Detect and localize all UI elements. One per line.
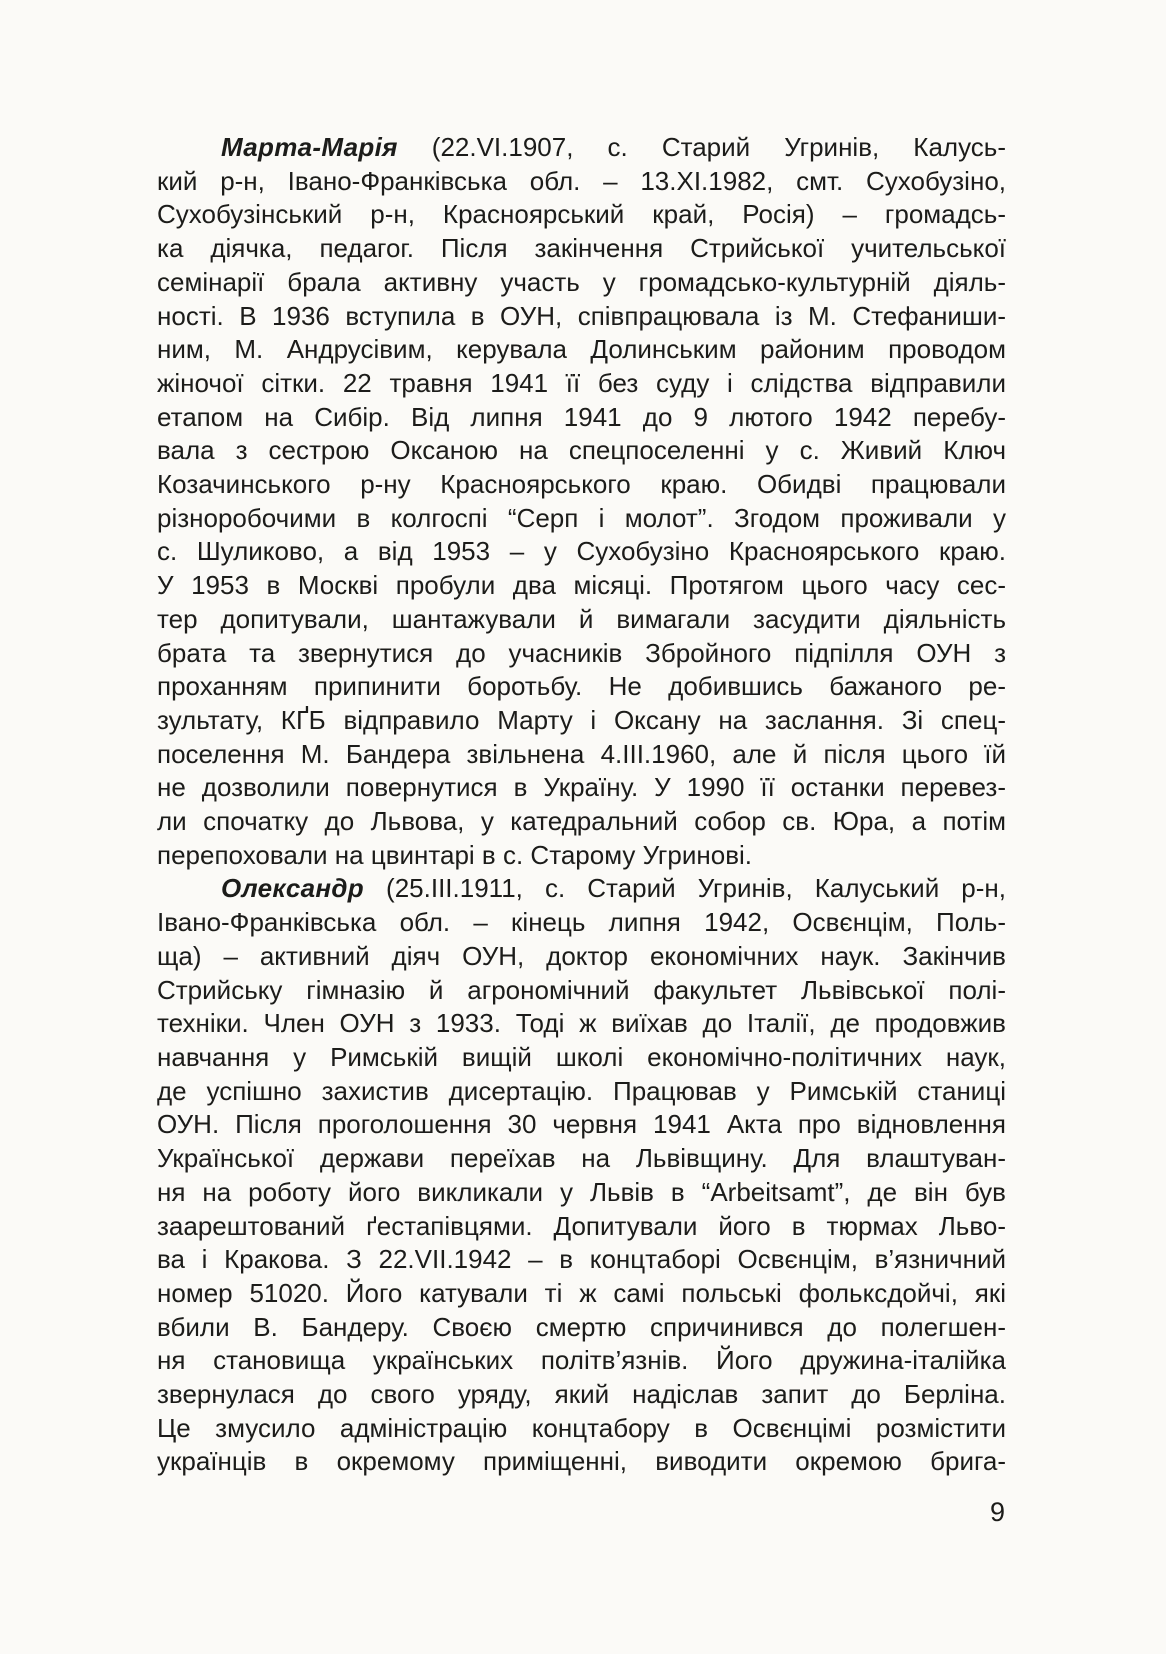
- text-line: жіночої сітки. 22 травня 1941 її без суду і слідства відправили: [157, 367, 1006, 398]
- text-line: ня на роботу його викликали у Львів в “Arbeitsamt”, де він був: [157, 1176, 1006, 1207]
- text-line: ним, М. Андрусівим, керувала Долинським районим проводом: [157, 334, 1006, 365]
- text-line: вбили В. Бандеру. Своєю смертю спричинився до полегшен-: [157, 1311, 1006, 1342]
- text-line: Івано-Франківська обл. – кінець липня 1942, Освєнцім, Поль-: [157, 907, 1006, 938]
- text-line: ли спочатку до Львова, у катедральний собор св. Юра, а потім: [157, 806, 1006, 837]
- text-line: різноробочими в колгоспі “Серп і молот”. Згодом проживали у: [157, 502, 1006, 533]
- text-line: ня становища українських політв’язнів. Його дружина-італійка: [157, 1345, 1006, 1376]
- text-line: брата та звернутися до учасників Збройного підпілля ОУН з: [157, 637, 1006, 668]
- text-line: Стрийську гімназію й агрономічний факультет Львівської полі-: [157, 974, 1006, 1005]
- text-line: кий р-н, Івано-Франківська обл. – 13.XI.1982, смт. Сухобузіно,: [157, 165, 1006, 196]
- entry-headword: Олександр: [221, 873, 364, 904]
- text-line: українців в окремому приміщенні, виводити окремою брига-: [157, 1446, 1006, 1477]
- text-line: с. Шуликово, а від 1953 – у Сухобузіно Красноярського краю.: [157, 536, 1006, 567]
- text-line: перепоховали на цвинтарі в с. Старому Угринові.: [157, 839, 753, 870]
- text-line: ва і Кракова. З 22.VII.1942 – в концтаборі Освєнцім, в’язничний: [157, 1244, 1006, 1275]
- text-line: Олександр (25.III.1911, с. Старий Угринів, Калуський р-н,: [221, 873, 1006, 904]
- text-line: звернулася до свого уряду, який надіслав запит до Берліна.: [157, 1379, 1006, 1410]
- text-line: навчання у Римській вищій школі економічно-політичних наук,: [157, 1041, 1006, 1072]
- text-line: вала з сестрою Оксаною на спецпоселенні у с. Живий Ключ: [157, 435, 1006, 466]
- text-line: техніки. Член ОУН з 1933. Тоді ж виїхав до Італії, де продовжив: [157, 1008, 1006, 1039]
- text-line: етапом на Сибір. Від липня 1941 до 9 лютого 1942 перебу-: [157, 401, 1006, 432]
- text-line: заарештований ґестапівцями. Допитували його в тюрмах Льво-: [157, 1210, 1006, 1241]
- text-line: семінарії брала активну участь у громадсько-культурній діяль-: [157, 266, 1006, 297]
- text-line: У 1953 в Москві пробули два місяці. Протягом цього часу сес-: [157, 570, 1006, 601]
- text-line: тер допитували, шантажували й вимагали засудити діяльність: [157, 603, 1006, 634]
- text-line: Сухобузінський р-н, Красноярський край, Росія) – громадсь-: [157, 199, 1006, 230]
- page-number: 9: [989, 1497, 1005, 1527]
- text-line: ка діячка, педагог. Після закінчення Стрийської учительської: [157, 233, 1006, 264]
- text-block: [157, 131, 1006, 1479]
- text-line: Марта-Марія (22.VI.1907, с. Старий Угринів, Калусь-: [221, 132, 1006, 162]
- text-line: зультату, КҐБ відправило Марту і Оксану на заслання. Зі спец-: [157, 704, 1006, 735]
- text-line: не дозволили повернутися в Україну. У 1990 її останки перевез-: [157, 772, 1006, 803]
- text-line: Це змусило адміністрацію концтабору в Освєнцімі розмістити: [157, 1412, 1006, 1443]
- text-line: Української держави переїхав на Львівщину. Для влаштуван-: [157, 1143, 1006, 1174]
- text-line: ща) – активний діяч ОУН, доктор економічних наук. Закінчив: [157, 940, 1006, 971]
- text-line: проханням припинити боротьбу. Не добившись бажаного ре-: [157, 671, 1006, 702]
- text-line: ОУН. Після проголошення 30 червня 1941 Акта про відновлення: [157, 1109, 1006, 1140]
- entry-headword: Марта-Марія: [221, 132, 398, 162]
- text-line: поселення М. Бандера звільнена 4.III.1960, але й після цього їй: [157, 738, 1006, 769]
- text-line: Козачинського р-ну Красноярського краю. Обидві працювали: [157, 469, 1006, 500]
- text-line: номер 51020. Його катували ті ж самі польські фольксдойчі, які: [157, 1277, 1006, 1308]
- text-line: де успішно захистив дисертацію. Працював у Римській станиці: [157, 1075, 1006, 1106]
- text-line: ності. В 1936 вступила в ОУН, співпрацювала із М. Стефаниши-: [157, 300, 1006, 331]
